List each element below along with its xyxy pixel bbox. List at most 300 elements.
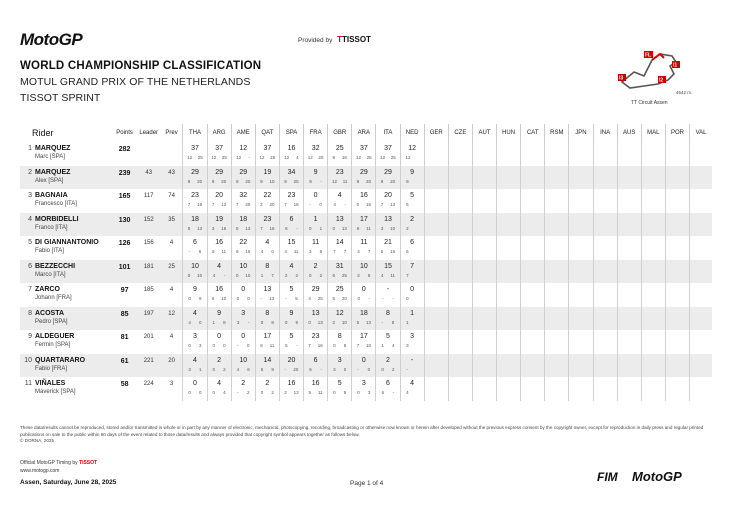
race-result-jpn (569, 236, 593, 260)
race-split (352, 273, 375, 278)
race-split (328, 155, 351, 160)
race-points: 2 (223, 366, 226, 372)
rider-surname: ZARCO (35, 286, 60, 293)
race-split (183, 202, 206, 207)
sprint-points: 7 (187, 202, 191, 207)
race-split (304, 226, 327, 231)
race-result-jpn (569, 330, 593, 354)
race-split (328, 179, 351, 184)
race-result-ita (376, 213, 400, 237)
race-result-ame (231, 377, 255, 401)
race-points: 16 (269, 225, 275, 231)
race-header-rsm: RSM (545, 124, 569, 142)
race-split (304, 390, 327, 395)
race-result-ita (376, 236, 400, 260)
leader-cell: 221 (137, 354, 161, 378)
rider-line (22, 192, 113, 199)
race-result-cze (448, 142, 472, 166)
race-result-ara (352, 189, 376, 213)
rider-line (22, 169, 113, 176)
sprint-points: 7 (356, 343, 360, 348)
sprint-points: 0 (332, 225, 336, 231)
race-points: 25 (390, 155, 396, 160)
race-result-fra (304, 166, 328, 190)
race-split (304, 155, 327, 160)
race-header-hun: HUN (497, 124, 521, 142)
rider-position: 6 (28, 262, 32, 270)
race-result-jpn (569, 260, 593, 284)
race-total: 11 (311, 239, 320, 246)
race-total: 9 (217, 309, 222, 317)
race-split (376, 155, 399, 160)
sprint-points: 6 (260, 343, 263, 348)
race-total: 13 (384, 215, 392, 223)
race-total: 23 (263, 215, 272, 223)
table-row (20, 189, 712, 213)
race-points: 11 (269, 343, 275, 348)
rider-firstname: Marc [SPA] (35, 154, 65, 160)
race-result-fra (304, 330, 328, 354)
table-row (20, 260, 712, 284)
race-result-ame (231, 236, 255, 260)
sprint-points: 12 (356, 155, 362, 160)
race-result-cze (448, 236, 472, 260)
race-result-gbr (328, 260, 352, 284)
website-link[interactable]: www.motogp.com (20, 468, 60, 474)
race-result-ara (352, 307, 376, 331)
race-split (328, 367, 351, 372)
race-result-aut (472, 377, 496, 401)
race-result-hun (497, 166, 521, 190)
race-total: 18 (239, 215, 248, 223)
race-split (183, 249, 206, 254)
race-split (280, 296, 303, 301)
race-points: 2 (391, 366, 395, 372)
race-total: 29 (191, 168, 199, 176)
sprint-points: 0 (236, 272, 239, 278)
sprint-points: 9 (309, 178, 312, 184)
race-result-cat (521, 260, 545, 284)
points-cell: 97 (120, 287, 129, 294)
race-result-ina (593, 213, 617, 237)
race-split (280, 320, 303, 325)
race-header-aut: AUT (472, 124, 496, 142)
race-result-val (690, 260, 712, 284)
sprint-points: 12 (332, 178, 338, 184)
race-split (376, 296, 399, 301)
race-result-arg (207, 377, 231, 401)
race-total: 37 (384, 145, 392, 152)
sprint-points: - (309, 202, 311, 207)
tissot-logo (337, 35, 371, 44)
race-result-cze (448, 330, 472, 354)
race-total: 13 (263, 286, 272, 293)
sprint-points: 0 (284, 319, 288, 325)
race-points: 0 (198, 390, 202, 395)
race-result-ned (400, 236, 424, 260)
rider-cell (20, 330, 113, 354)
race-split (256, 296, 279, 301)
race-total: 4 (217, 262, 222, 270)
race-result-ina (593, 260, 617, 284)
sprint-points: 1 (381, 343, 384, 348)
race-points: 25 (366, 155, 372, 160)
race-result-cze (448, 307, 472, 331)
race-result-val (690, 377, 712, 401)
sprint-points: 12 (187, 155, 193, 160)
race-split (280, 155, 303, 160)
race-split (183, 390, 206, 395)
race-total: 22 (263, 192, 272, 199)
race-result-arg (207, 142, 231, 166)
race-result-ame (231, 260, 255, 284)
sprint-points: 4 (357, 249, 360, 254)
race-result-aus (617, 213, 641, 237)
race-result-por (665, 236, 689, 260)
sprint-points: 3 (188, 366, 191, 372)
race-split (376, 249, 399, 254)
race-result-spa (279, 166, 303, 190)
race-result-spa (279, 283, 303, 307)
race-split (304, 296, 327, 301)
sprint-points: 7 (236, 202, 239, 207)
race-result-arg (207, 330, 231, 354)
race-split (232, 226, 255, 231)
race-points: - (320, 178, 322, 184)
leader-header: Leader (139, 130, 159, 136)
race-total: 0 (361, 356, 366, 364)
race-total: 10 (359, 262, 368, 270)
race-result-spa (279, 189, 303, 213)
race-total: 21 (384, 239, 392, 246)
rider-position: 1 (28, 145, 32, 152)
race-result-ara (352, 142, 376, 166)
race-result-aus (617, 189, 641, 213)
race-result-ita (376, 283, 400, 307)
race-result-gbr (328, 377, 352, 401)
sprint-points: 4 (188, 319, 191, 325)
standings-table (20, 124, 712, 401)
race-total: 2 (313, 262, 318, 270)
race-split (208, 249, 231, 254)
race-result-ger (424, 213, 448, 237)
race-split (280, 249, 303, 254)
race-points: 13 (245, 225, 251, 231)
sprint-points: 12 (211, 155, 217, 160)
sprint-points: - (236, 390, 239, 395)
race-points: 9 (295, 319, 298, 325)
sprint-points: 0 (187, 272, 191, 278)
sprint-points: 0 (309, 272, 312, 278)
race-split (401, 179, 424, 184)
sprint-points: - (284, 366, 287, 372)
race-total: 0 (193, 380, 197, 387)
rider-firstname: Franco [ITA] (35, 224, 68, 231)
circuit-map-icon (614, 46, 694, 96)
sprint-points: 7 (260, 225, 263, 231)
rider-line (22, 286, 113, 293)
race-result-tha (183, 260, 207, 284)
sprint-points: 12 (380, 155, 386, 160)
prev-cell: 3 (169, 381, 174, 387)
race-result-por (665, 166, 689, 190)
race-total: 8 (265, 262, 270, 270)
motogp-footer-logo: MotoGP (632, 469, 682, 484)
race-result-aus (617, 307, 641, 331)
timing-credit (20, 460, 97, 466)
race-total: 37 (359, 145, 368, 152)
race-total: 25 (335, 145, 344, 152)
sprint-points: 5 (285, 343, 288, 348)
race-header-ara: ARA (352, 124, 376, 142)
race-result-aut (472, 260, 496, 284)
prev-cell: 74 (168, 193, 175, 199)
race-result-ina (593, 189, 617, 213)
race-points: - (296, 343, 298, 348)
race-result-cat (521, 307, 545, 331)
table-row (20, 354, 712, 378)
race-points: 7 (367, 249, 371, 254)
points-cell: 239 (113, 166, 137, 190)
race-total: 16 (215, 286, 223, 293)
sprint-points: - (260, 296, 262, 301)
circuit-name: TT Circuit Assen (631, 100, 668, 106)
race-split (401, 226, 424, 231)
race-total: 9 (193, 286, 197, 293)
race-total: 29 (359, 168, 368, 176)
race-points: 6 (198, 249, 202, 254)
race-header-ita: ITA (376, 124, 400, 142)
rider-position: 10 (24, 356, 32, 364)
race-points: 16 (221, 225, 227, 231)
rider-cell (20, 142, 113, 166)
rider-firstname: Fabio [ITA] (35, 248, 64, 254)
race-result-gbr (328, 283, 352, 307)
race-total: 16 (215, 239, 223, 246)
sprint-points: 5 (212, 249, 215, 254)
race-total: 10 (191, 262, 199, 270)
race-result-hun (497, 189, 521, 213)
race-split (232, 273, 255, 278)
race-points: 0 (343, 366, 347, 372)
race-points: 25 (221, 155, 227, 160)
standings-body (20, 142, 712, 401)
race-total: 9 (289, 309, 294, 317)
race-points: 10 (221, 296, 227, 301)
sprint-points: - (381, 296, 384, 301)
race-header-cze: CZE (448, 124, 472, 142)
sprint-points: 4 (212, 272, 216, 278)
race-result-aut (472, 236, 496, 260)
rider-cell (20, 189, 113, 213)
race-result-aut (472, 354, 496, 378)
race-result-arg (207, 260, 231, 284)
race-total: 17 (359, 333, 368, 340)
race-result-ger (424, 142, 448, 166)
race-result-rsm (545, 377, 569, 401)
race-result-cze (448, 189, 472, 213)
sprint-points: 5 (236, 225, 239, 231)
race-result-ger (424, 283, 448, 307)
rider-surname: ACOSTA (35, 309, 65, 317)
race-total: 29 (311, 286, 320, 293)
sprint-points: 12 (307, 155, 313, 160)
race-total: 32 (239, 192, 248, 199)
sprint-points: 0 (188, 296, 191, 301)
race-result-mal (641, 283, 665, 307)
race-split (352, 202, 375, 207)
race-points: 20 (269, 202, 275, 207)
prev-header: Prev (165, 130, 178, 136)
race-result-qat (255, 260, 279, 284)
race-result-aus (617, 283, 641, 307)
sprint-points: 9 (260, 178, 263, 184)
disclaimer (20, 425, 712, 445)
rider-firstname: Francesco [ITA] (35, 201, 77, 207)
sprint-points: 5 (187, 225, 191, 231)
race-result-aut (472, 283, 496, 307)
race-result-fra (304, 142, 328, 166)
race-result-fra (304, 213, 328, 237)
race-total: 23 (311, 333, 320, 340)
race-header-tha: THA (183, 124, 207, 142)
race-points: - (344, 202, 346, 207)
race-split (208, 367, 231, 372)
race-total: 2 (217, 356, 222, 364)
rider-cell (20, 260, 113, 284)
race-result-por (665, 330, 689, 354)
race-total: 6 (193, 239, 197, 246)
race-header-arg: ARG (207, 124, 231, 142)
race-total: 29 (384, 168, 392, 176)
sprint-points: 9 (356, 178, 360, 184)
race-points: 20 (390, 178, 396, 184)
race-points: 25 (197, 155, 203, 160)
race-points: 8 (343, 343, 347, 348)
race-points: 20 (318, 155, 324, 160)
race-points: 4 (223, 390, 226, 395)
race-points: 4 (391, 343, 395, 348)
race-result-hun (497, 236, 521, 260)
race-split (328, 202, 351, 207)
race-result-cat (521, 142, 545, 166)
race-points: 25 (270, 155, 276, 160)
race-result-arg (207, 189, 231, 213)
race-split (280, 179, 303, 184)
rider-cell (20, 377, 113, 401)
race-points: - (320, 366, 322, 372)
race-split (376, 367, 399, 372)
sprint-points: 3 (380, 225, 384, 231)
race-result-arg (207, 307, 231, 331)
race-result-ger (424, 330, 448, 354)
race-result-ned (400, 213, 424, 237)
race-total: 37 (191, 145, 199, 152)
sprint-points: - (188, 249, 191, 254)
sprint-points: 9 (380, 178, 384, 184)
race-points: 8 (367, 272, 371, 278)
table-row (20, 283, 712, 307)
race-total: 14 (263, 356, 272, 364)
sprint-points: 2 (260, 202, 263, 207)
race-total: 8 (386, 309, 390, 317)
race-result-qat (255, 236, 279, 260)
race-points: 20 (245, 178, 251, 184)
rider-line (22, 263, 113, 270)
race-points: 8 (391, 319, 395, 325)
race-result-spa (279, 236, 303, 260)
rider-cell (20, 307, 113, 331)
race-points: 10 (341, 319, 347, 325)
race-result-cat (521, 354, 545, 378)
race-split (352, 296, 375, 301)
race-result-aut (472, 142, 496, 166)
race-result-aus (617, 260, 641, 284)
race-result-spa (279, 260, 303, 284)
rider-position: 3 (28, 192, 32, 199)
race-split (352, 249, 375, 254)
race-split (183, 343, 206, 348)
race-split (328, 226, 351, 231)
page-title: WORLD CHAMPIONSHIP CLASSIFICATION (20, 60, 262, 72)
sprint-points: 0 (188, 390, 191, 395)
race-result-por (665, 283, 689, 307)
session-title: TISSOT SPRINT (20, 92, 101, 104)
race-total: 16 (359, 192, 368, 199)
race-result-tha (183, 189, 207, 213)
race-result-arg (207, 213, 231, 237)
race-result-por (665, 354, 689, 378)
race-split (352, 390, 375, 395)
race-split (352, 367, 375, 372)
race-split (304, 202, 327, 207)
table-header-row (20, 124, 712, 142)
sprint-points: 2 (284, 272, 288, 278)
race-total: 12 (335, 309, 344, 317)
race-result-rsm (545, 330, 569, 354)
race-points: 2 (295, 272, 298, 278)
race-total: 3 (361, 380, 366, 387)
rider-surname: MARQUEZ (35, 168, 71, 176)
race-result-mal (641, 354, 665, 378)
race-result-val (690, 307, 712, 331)
race-result-ned (400, 377, 424, 401)
race-result-ned (400, 283, 424, 307)
points-cell: 165 (118, 193, 131, 200)
rider-position: 7 (28, 286, 32, 293)
rider-firstname: Pedro [SPA] (35, 318, 68, 325)
race-result-fra (304, 354, 328, 378)
race-result-ita (376, 189, 400, 213)
race-total: 4 (217, 380, 222, 387)
rider-position: 9 (28, 333, 32, 340)
sprint-points: 5 (332, 296, 336, 301)
race-result-hun (497, 260, 521, 284)
race-result-qat (255, 307, 279, 331)
race-result-mal (641, 377, 665, 401)
race-result-ita (376, 354, 400, 378)
race-result-aut (472, 166, 496, 190)
race-total: 10 (239, 262, 248, 270)
disclaimer-text: These data/results cannot be reproduced, stored and/or transmitted in whole or in part by any manner of electronic, mechanical, photocopying, recording, broadcasting or otherwise now known or herein after developed without the previous express consent by the copyright owner, except for reproduction in daily press and regular printed publications on sale to the public within 60 days of the event related to those data/results and always provided that copyright symbol appears together as follows below. (20, 425, 704, 437)
race-total: 8 (337, 333, 342, 340)
race-points: 13 (269, 296, 275, 301)
race-points: - (248, 155, 251, 160)
rider-cell (20, 236, 113, 260)
race-result-ame (231, 354, 255, 378)
rider-line (22, 145, 113, 152)
race-result-gbr (328, 236, 352, 260)
